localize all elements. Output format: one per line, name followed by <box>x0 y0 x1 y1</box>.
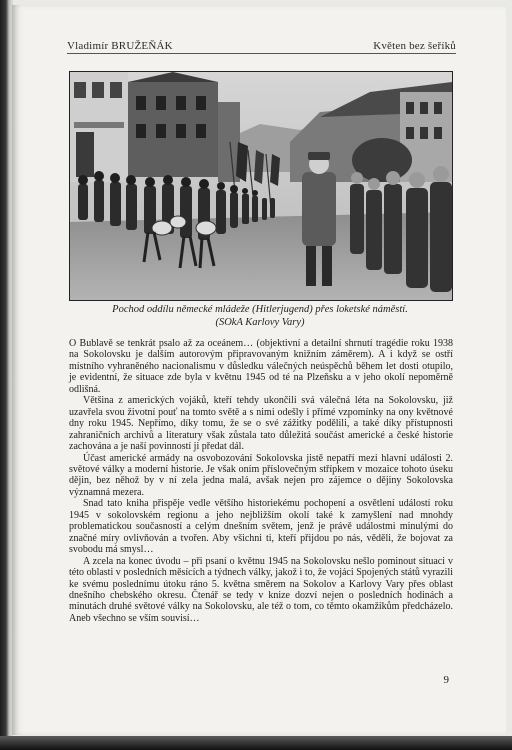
scan-bottom-edge <box>0 736 512 750</box>
header-author: Vladimír BRUŽEŇÁK <box>67 40 173 52</box>
paragraph: Účast americké armády na osvobozování Sokolovska jistě nepatří mezi hlavní události 2. světové války a moderní historie. Je však oním příslovečným střípkem v mozaice tohoto úseku dějin, bez něhož by v ní zela jedna malá, avšak nejen pro zájemce o dějiny Sokolovska významná mezera. <box>69 452 453 498</box>
body-text <box>69 338 453 624</box>
photo-caption <box>69 303 451 329</box>
paragraph: A zcela na konec úvodu – při psaní o květnu 1945 na Sokolovsku nešlo pominout situaci v této oblasti v posledních měsících a týdnech války, jakož i to, že vojáci Spojených států vyrazili ke svému poslednímu útoku ráno 5. května směrem na Sokolov a Karlovy Vary přes oblast dnešního chebského okresu. Čtenář se tedy v knize dozví nejen o posledních hodinách a minutách druhé světové války na Sokolovsku, ale též o tom, co těmto okamžikům předcházelo. Aneb všechno se vším souvisí… <box>69 555 453 624</box>
photo-illustration <box>70 72 452 300</box>
header-book-title: Květen bez šeříků <box>373 40 456 52</box>
running-header <box>67 40 456 54</box>
historic-march-photo <box>69 71 453 301</box>
caption-line-1: Pochod oddílu německé mládeže (Hitlerjugend) přes loketské náměstí. <box>112 304 408 315</box>
paragraph: O Bublavě se tenkrát psalo až za oceánem… (objektivní a detailní shrnutí tragédie roku 1938 na Sokolovsku je dalším autorovým připravovaným knižním záměrem). A i když se ostří místního vyhraněného nacionalismu v důsledku válečných neúspěchů během let dosti otupilo, je evidentní, že situace zde byla v květnu 1945 od té na Plzeňsku a v jeho okolí nepoměrně odlišná. <box>69 338 453 395</box>
paragraph: Snad tato kniha přispěje vedle většího historiekému pochopení a osvětlení událostí roku 1945 v sokolovském regionu a jeho nejbližším okolí také k zamyšlení nad mnohdy problematickou současností a celým dnešním světem, jenž je právě událostmi minulými do značné míry ovlivňován a tvořen. Aby všichni ti, kteří přijdou po nás, věděli, že bojovat za svobodu má smysl… <box>69 498 453 556</box>
caption-line-2: (SOkA Karlovy Vary) <box>215 317 305 328</box>
book-page <box>12 5 506 735</box>
paragraph: Většina z amerických vojáků, kteří tehdy ukončili svá válečná léta na Sokolovsku, již uzavřela svou životní pouť na tomto světě a s nimi odešly i přímé vzpomínky na ony květnové dny roku 1945. Nepřímo, díky tomu, že se o své zážitky podělili, a také díky přístupnosti zahraničních archivů a literatury však zůstala tato důležitá součást americké a české historie zachována a je naší povinností ji předat dál. <box>69 395 453 453</box>
page-number: 9 <box>443 674 449 686</box>
